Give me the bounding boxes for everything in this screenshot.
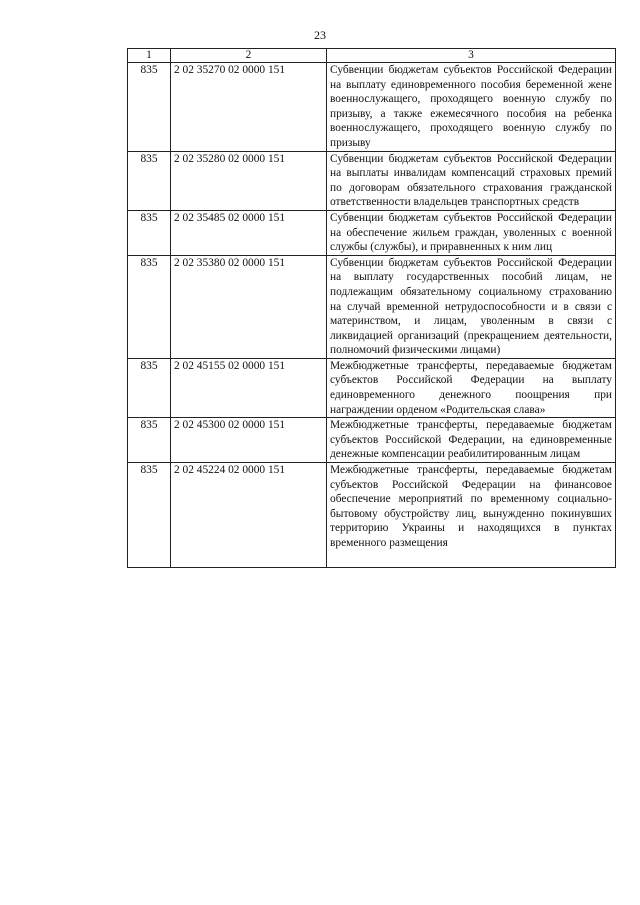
- budget-classification-table: [127, 48, 616, 568]
- kbk-code-cell: 2 02 35270 02 0000 151: [171, 63, 327, 152]
- admin-code-cell: 835: [128, 151, 171, 210]
- admin-code-cell: 835: [128, 210, 171, 255]
- kbk-code-cell: 2 02 35380 02 0000 151: [171, 255, 327, 358]
- admin-code-cell: 835: [128, 418, 171, 463]
- kbk-code-cell: 2 02 35280 02 0000 151: [171, 151, 327, 210]
- table-row: [128, 463, 616, 568]
- page-number: 23: [314, 28, 326, 42]
- column-header-3: 3: [327, 49, 616, 63]
- admin-code-cell: 835: [128, 63, 171, 152]
- kbk-code-cell: 2 02 35485 02 0000 151: [171, 210, 327, 255]
- column-header-2: 2: [171, 49, 327, 63]
- kbk-code-cell: 2 02 45155 02 0000 151: [171, 358, 327, 417]
- description-cell: Субвенции бюджетам субъектов Российской Федерации на обеспечение жильем граждан, уволенных с военной службы (службы), и приравненных к ним лиц: [327, 210, 616, 255]
- description-cell: Межбюджетные трансферты, передаваемые бюджетам субъектов Российской Федерации на финансовое обеспечение мероприятий по временному социально-бытовому обустройству лиц, вынужденно покинувших территорию Украины и находящихся в пунктах временного размещения: [327, 463, 616, 568]
- description-cell: Межбюджетные трансферты, передаваемые бюджетам субъектов Российской Федерации на выплату единовременного денежного поощрения при награждении орденом «Родительская слава»: [327, 358, 616, 417]
- kbk-code-cell: 2 02 45224 02 0000 151: [171, 463, 327, 568]
- table-row: [128, 63, 616, 152]
- admin-code-cell: 835: [128, 463, 171, 568]
- table-row: [128, 418, 616, 463]
- kbk-code-cell: 2 02 45300 02 0000 151: [171, 418, 327, 463]
- description-cell: Субвенции бюджетам субъектов Российской Федерации на выплату государственных пособий лицам, не подлежащим обязательному социальному страхованию на случай временной нетрудоспособности и в связи с материнством, и лицам, уволенным в связи с ликвидацией организаций (прекращением деятельности, полномочий физическими лицами): [327, 255, 616, 358]
- table-row: [128, 210, 616, 255]
- description-cell: Межбюджетные трансферты, передаваемые бюджетам субъектов Российской Федерации, на единовременные денежные компенсации реабилитированным лицам: [327, 418, 616, 463]
- admin-code-cell: 835: [128, 358, 171, 417]
- table-row: [128, 151, 616, 210]
- column-header-1: 1: [128, 49, 171, 63]
- table-row: [128, 358, 616, 417]
- table-header-row: [128, 49, 616, 63]
- description-cell: Субвенции бюджетам субъектов Российской Федерации на выплату единовременного пособия беременной жене военнослужащего, проходящего военную службу по призыву, а также ежемесячного пособия на ребенка военнослужащего, проходящего военную службу по призыву: [327, 63, 616, 152]
- table-row: [128, 255, 616, 358]
- admin-code-cell: 835: [128, 255, 171, 358]
- description-cell: Субвенции бюджетам субъектов Российской Федерации на выплаты инвалидам компенсаций страховых премий по договорам обязательного страхования гражданской ответственности владельцев транспортных средств: [327, 151, 616, 210]
